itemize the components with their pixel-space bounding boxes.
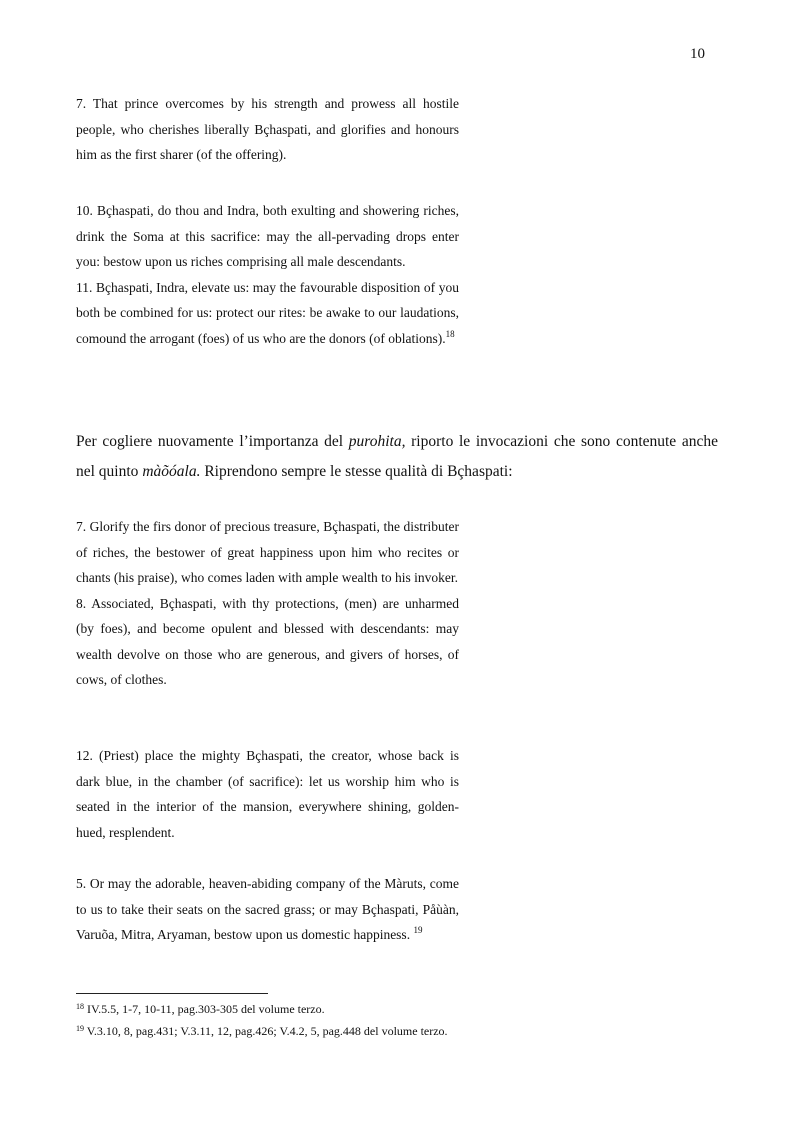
footnote-19-number: 19 bbox=[76, 1024, 84, 1033]
prose-part-2: riporto le invocazioni che sono contenute anche nel quinto bbox=[76, 433, 718, 480]
prose-paragraph bbox=[76, 427, 718, 487]
footnote-19-text: V.3.10, 8, pag.431; V.3.11, 12, pag.426; V.4.2, 5, pag.448 del volume terzo. bbox=[86, 1024, 448, 1038]
verse-11-text: 11. Bçhaspati, Indra, elevate us: may the favourable disposition of you both be combined for us: protect our rites: be awake to our laudations, comound the arrogant (foes) of us who are the donors (of oblations). bbox=[76, 279, 459, 346]
quote-block-5 bbox=[76, 871, 459, 948]
quote-block-3 bbox=[76, 514, 459, 693]
footnote-rule bbox=[76, 993, 268, 994]
verse-7: 7. That prince overcomes by his strength and prowess all hostile people, who cherishes liberally Bçhaspati, and glorifies and honours him as the first sharer (of the offering). bbox=[76, 96, 459, 162]
verse-5-text: 5. Or may the adorable, heaven-abiding company of the Màruts, come to us to take their seats on the sacred grass; or may Bçhaspati, Påùàn, Varuõa, Mitra, Aryaman, bestow upon us domestic happiness. bbox=[76, 876, 459, 942]
quote-block-1 bbox=[76, 91, 459, 168]
footnote-18 bbox=[76, 1001, 325, 1017]
prose-part-1: Per cogliere nuovamente l’importanza del bbox=[76, 433, 349, 450]
prose-part-3: Riprendono sempre le stesse qualità di Bçhaspati: bbox=[200, 463, 513, 480]
verse-7b: 7. Glorify the firs donor of precious treasure, Bçhaspati, the distributer of riches, the bestower of great happiness upon him who recites or chants (his praise), who comes laden with ample wealth to his invoker. bbox=[76, 519, 459, 585]
verse-8: 8. Associated, Bçhaspati, with thy protections, (men) are unharmed (by foes), and become opulent and blessed with descendants: may wealth devolve on those who are generous, and givers of horses, of cows, of clothes. bbox=[76, 595, 459, 687]
verse-12: 12. (Priest) place the mighty Bçhaspati, the creator, whose back is dark blue, in the chamber (of sacrifice): let us worship him who is seated in the interior of the mansion, everywhere shining, golden-hued, resplendent. bbox=[76, 748, 459, 840]
footnote-18-text: IV.5.5, 1-7, 10-11, pag.303-305 del volume terzo. bbox=[87, 1002, 325, 1016]
prose-text bbox=[76, 427, 718, 487]
footnote-18-number: 18 bbox=[76, 1002, 84, 1011]
footnote-ref-18: 18 bbox=[445, 328, 455, 339]
verse-11 bbox=[76, 275, 459, 352]
page-number: 10 bbox=[690, 46, 705, 62]
mandala-term: màõóala. bbox=[142, 463, 201, 480]
verse-5 bbox=[76, 871, 459, 948]
verse-10: 10. Bçhaspati, do thou and Indra, both exulting and showering riches, drink the Soma at this sacrifice: may the all-pervading drops enter you: bestow upon us riches comprising all male descendants. bbox=[76, 203, 459, 269]
footnote-ref-19: 19 bbox=[413, 925, 423, 935]
quote-block-4 bbox=[76, 743, 459, 845]
quote-block-2 bbox=[76, 198, 459, 351]
footnote-19 bbox=[76, 1023, 448, 1039]
purohita-term: purohita, bbox=[348, 433, 406, 450]
